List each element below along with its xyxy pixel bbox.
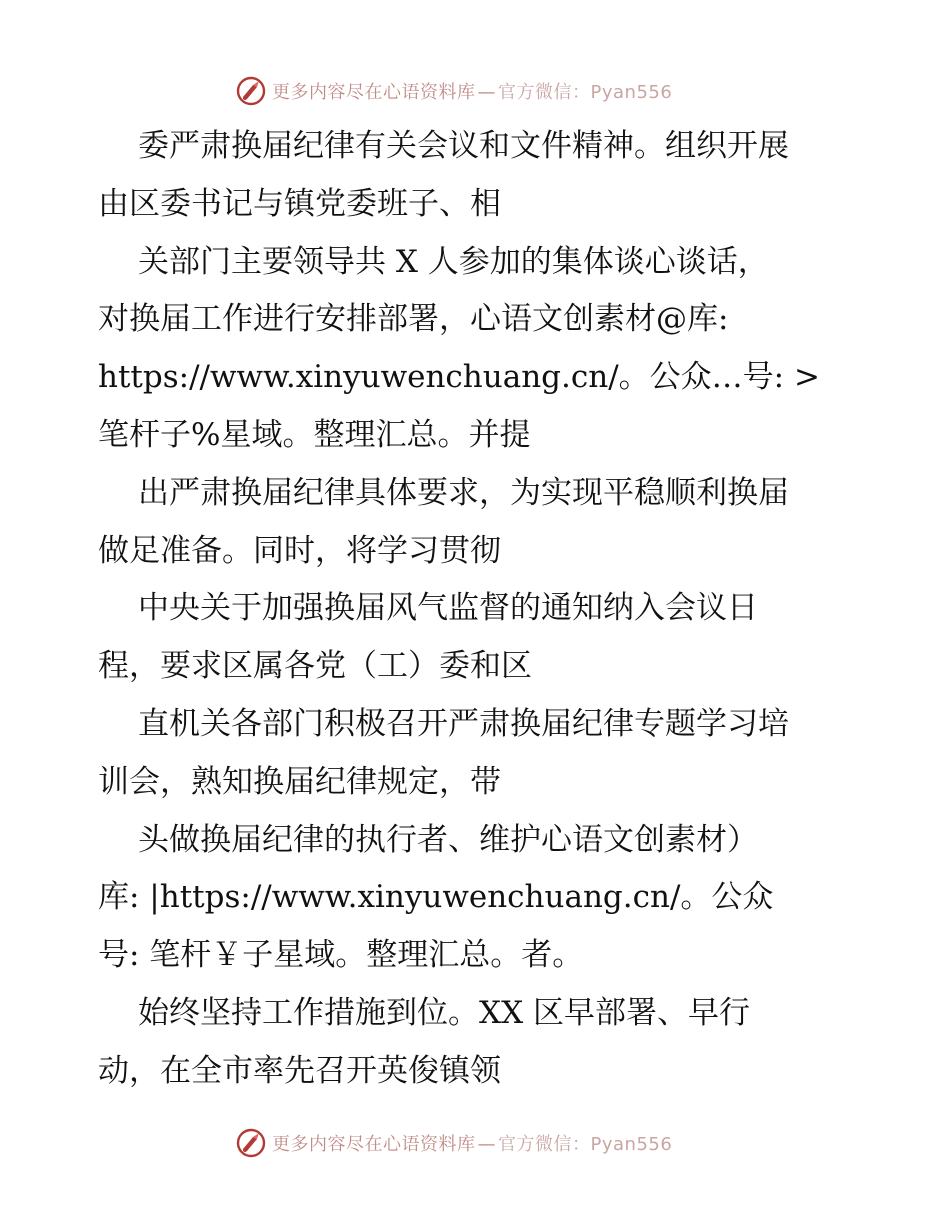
text-line: 训会，熟知换届纪律规定，带 [98, 763, 501, 800]
text-line: 关部门主要领导共 X 人参加的集体谈心谈话， [138, 243, 769, 280]
text-line: 库: |https://www.xinyuwenchuang.cn/。公众 [98, 879, 774, 916]
pen-logo-icon [236, 76, 266, 106]
text-line: 直机关各部门积极召开严肃换届纪律专题学习培 [138, 705, 789, 742]
header-watermark [0, 70, 950, 110]
text-line: 由区委书记与镇党委班子、相 [98, 185, 501, 222]
text-line: 动，在全市率先召开英俊镇领 [98, 1052, 501, 1089]
text-line: 委严肃换届纪律有关会议和文件精神。组织开展 [138, 128, 789, 164]
watermark-wechat-id: Pyan556 [590, 1134, 673, 1155]
text-line: https://www.xinyuwenchuang.cn/。公众…号: > [98, 359, 820, 396]
text-line: 头做换届纪律的执行者、维护心语文创素材） [138, 821, 758, 858]
text-line: 始终坚持工作措施到位。XX 区早部署、早行 [138, 994, 750, 1031]
pen-logo-icon [236, 1128, 266, 1158]
watermark-wechat-label: 官方微信： [498, 1134, 591, 1155]
footer-watermark [0, 1122, 950, 1162]
watermark-wechat-label: 官方微信： [498, 82, 591, 103]
watermark-wechat-id: Pyan556 [590, 82, 673, 103]
text-line: 做足准备。同时，将学习贯彻 [98, 532, 501, 569]
text-line: 中央关于加强换届风气监督的通知纳入会议日 [138, 590, 758, 627]
text-line: 对换届工作进行安排部署，心语文创素材@库: [98, 301, 729, 338]
text-line: 笔杆子%星域。整理汇总。并提 [98, 416, 531, 453]
document-body [98, 118, 878, 1101]
watermark-brand: 更多内容尽在心语资料库 [272, 82, 476, 103]
watermark-separator: — [477, 1134, 496, 1155]
text-line: 号: 笔杆￥子星域。整理汇总。者。 [98, 937, 584, 974]
text-line: 出严肃换届纪律具体要求，为实现平稳顺利换届 [138, 474, 789, 511]
text-line: 程，要求区属各党（工）委和区 [98, 648, 532, 685]
watermark-separator: — [477, 82, 496, 103]
watermark-brand: 更多内容尽在心语资料库 [272, 1134, 476, 1155]
